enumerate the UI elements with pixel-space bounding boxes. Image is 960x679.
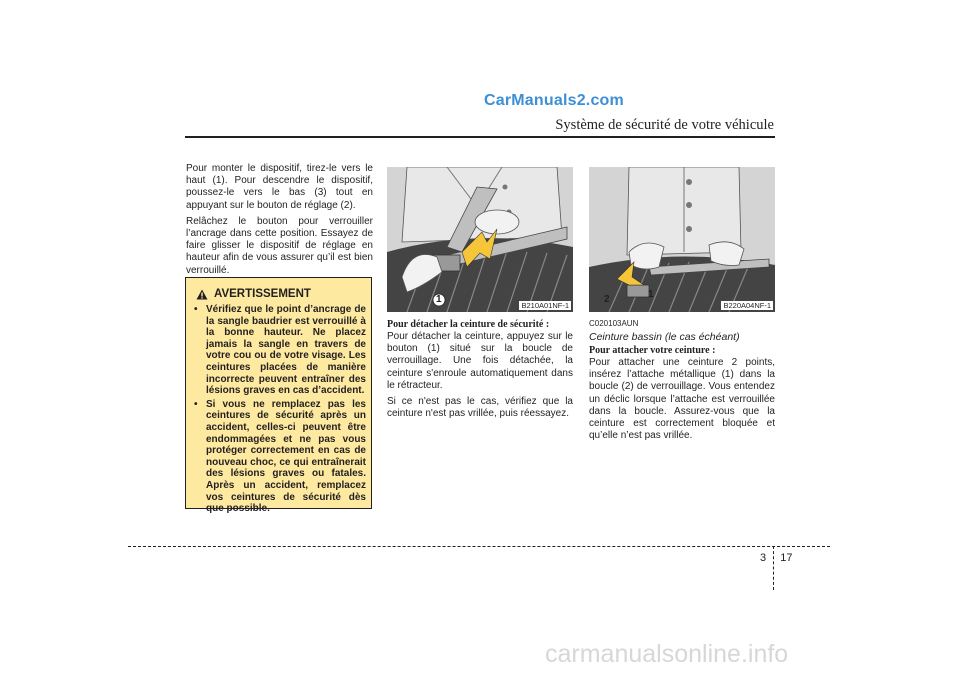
subtitle: Ceinture bassin (le cas échéant) bbox=[589, 331, 740, 343]
paragraph: Pour détacher la ceinture, appuyez sur le bouton (1) situé sur la boucle de verrouillage. Une fois détachée, la ceinture s'enroule automatiquement dans le rétracteur. bbox=[387, 331, 573, 391]
paragraph: Pour monter le dispositif, tirez-le vers le haut (1). Pour descendre le dispositif, poussez-le vers le bas (3) tout en appuyant sur le bouton de réglage (2). bbox=[186, 163, 373, 211]
page-number bbox=[760, 552, 793, 564]
page-number-value: 17 bbox=[780, 552, 793, 564]
warning-list bbox=[190, 304, 366, 517]
footer-watermark: carmanualsonline.info bbox=[545, 640, 789, 668]
seatbelt-release-illustration bbox=[387, 167, 573, 312]
column-2 bbox=[387, 319, 573, 424]
warning-box bbox=[185, 277, 372, 515]
callout-2: 2 bbox=[604, 294, 610, 305]
warning-title: AVERTISSEMENT bbox=[214, 288, 311, 300]
callout-1: 1 bbox=[648, 289, 654, 300]
figure-code: B220A04NF-1 bbox=[723, 301, 771, 310]
lap-belt-fasten-illustration bbox=[589, 167, 775, 312]
illustration-drawing bbox=[387, 167, 573, 312]
reference-code: C020103AUN bbox=[589, 319, 639, 328]
heading: Pour attacher votre ceinture : bbox=[589, 345, 716, 356]
warning-item: • Si vous ne remplacez pas les ceintures de sécurité après un accident, celles-ci peuvent être endommagées et ne pas vous protéger correctement en cas de nouveau choc, ce qui entraînerait des lésions graves ou fatales. Après un accident, remplacez vos ceintures de sécurité dès que possible. bbox=[194, 398, 366, 515]
header-rule bbox=[185, 136, 775, 138]
paragraph: Pour attacher une ceinture 2 points, insérez l’attache métallique (1) dans la boucle (2) de verrouillage. Vous entendez un déclic lorsque l’attache est verrouillée dans la boucle. Assurez-vous que la ceinture est correctement bloquée et qu’elle n’est pas vrillée. bbox=[589, 357, 775, 442]
paragraph: Relâchez le bouton pour verrouiller l’ancrage dans cette position. Essayez de faire glisser le dispositif de réglage en hauteur afin de vous assurer qu’il est bien verrouillé. bbox=[186, 215, 373, 276]
callout-1: 1 bbox=[436, 294, 442, 305]
warning-item: • Vérifiez que le point d’ancrage de la sangle baudrier est verrouillé à la bonne hauteur. Ne placez jamais la sangle en travers de votre cou ou de votre visage. Les ceintures placées de manière incorrecte peuvent entraîner des lésions graves en cas d’accident. bbox=[194, 304, 366, 397]
footer-rule bbox=[128, 546, 830, 547]
chapter-number: 3 bbox=[760, 552, 767, 564]
warning-header bbox=[196, 288, 311, 300]
figure-code: B210A01NF-1 bbox=[521, 301, 569, 310]
column-1 bbox=[186, 163, 373, 281]
warning-triangle-icon bbox=[196, 289, 208, 300]
paragraph: Si ce n'est pas le cas, vérifiez que la ceinture n'est pas vrillée, puis réessayez. bbox=[387, 396, 573, 420]
site-watermark: CarManuals2.com bbox=[484, 92, 624, 109]
heading: Pour détacher la ceinture de sécurité : bbox=[387, 319, 550, 330]
column-3 bbox=[589, 319, 775, 446]
illustration-drawing bbox=[589, 167, 775, 312]
section-title: Système de sécurité de votre véhicule bbox=[555, 117, 774, 133]
